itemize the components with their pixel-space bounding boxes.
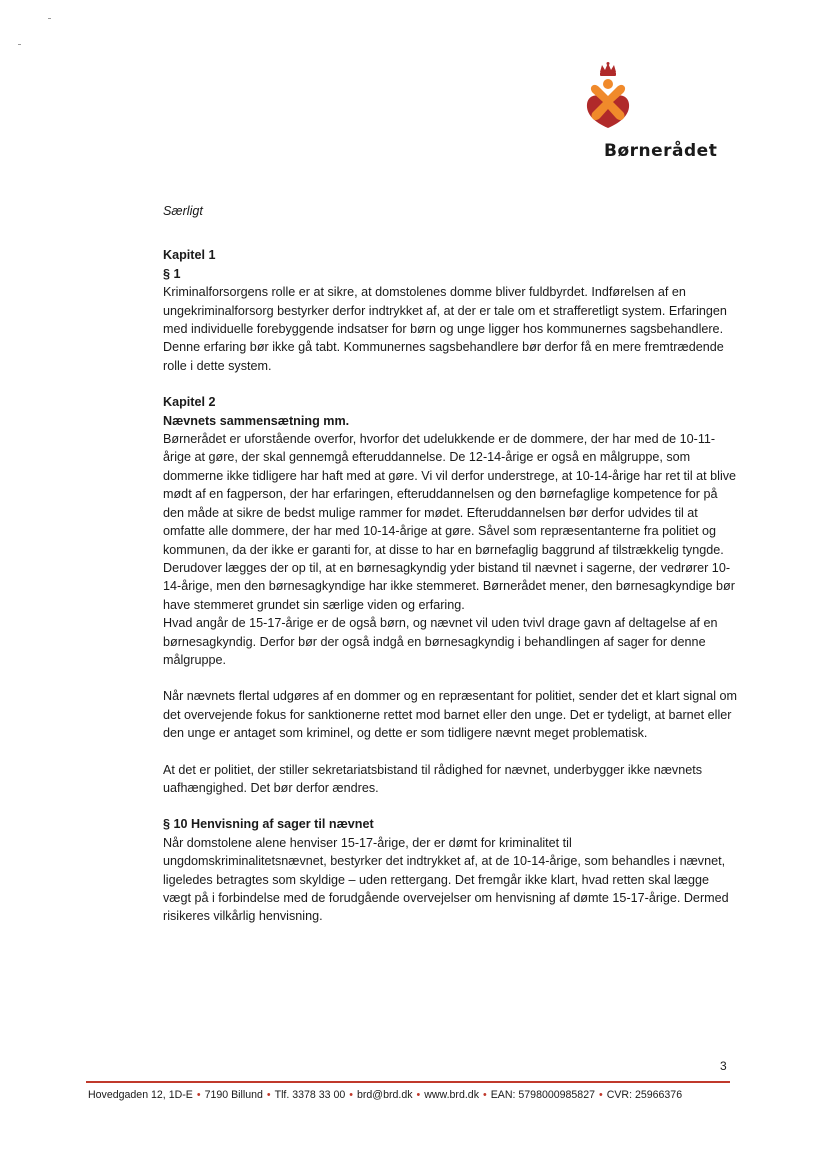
scan-speck xyxy=(18,44,21,45)
footer-city: 7190 Billund xyxy=(204,1089,263,1101)
crowned-child-emblem-icon xyxy=(580,62,640,134)
chapter-2-paragraph: Derudover lægges der op til, at en børnesagkyndig yder bistand til nævnet i sagerne, der vedrører 10-14-årige, men den børnesagkyndige har ikke stemmeret. Børnerådet mener, den børnesagkyndige bør have stemmeret grundet sin særlige viden og erfaring. xyxy=(163,560,735,612)
page-number: 3 xyxy=(720,1059,727,1073)
chapter-2-paragraph: Hvad angår de 15-17-årige er de også børn, og nævnet vil uden tvivl drage gavn af deltagelse af en børnesagkyndig. Derfor bør der også indgå en børnesagkyndig i behandlingen af sager for denne målgruppe. xyxy=(163,616,718,667)
chapter-1-section: § 1 xyxy=(163,266,181,281)
bullet-separator-icon: • xyxy=(266,1089,271,1101)
footer-website: www.brd.dk xyxy=(424,1089,479,1101)
footer-phone: Tlf. 3378 33 00 xyxy=(274,1089,346,1101)
footer-email: brd@brd.dk xyxy=(357,1089,413,1101)
letter-body xyxy=(163,202,738,926)
bullet-separator-icon: • xyxy=(349,1089,353,1101)
chapter-2-paragraph: At det er politiet, der stiller sekretariatsbistand til rådighed for nævnet, underbygger ikke nævnets uafhængighed. Det bør derfor ændres. xyxy=(163,762,703,795)
footer-address: Hovedgaden 12, 1D-E xyxy=(88,1089,193,1101)
footer-divider xyxy=(86,1081,730,1083)
section-10-heading: § 10 Henvisning af sager til nævnet xyxy=(163,817,374,832)
chapter-2-paragraph: Når nævnets flertal udgøres af en dommer og en repræsentant for politiet, sender det et klart signal om det overvejende fokus for sanktionerne rettet mod barnet eller den unge. Det er tydeligt, at barnet eller den unge er antaget som kriminel, og dette er som tidligere nævnt meget problematisk. xyxy=(163,689,737,741)
section-10-body: Når domstolene alene henviser 15-17-årige, der er dømt for kriminalitet til ungdomskriminalitetsnævnet, bestyrker det indtrykket af, at de 10-14-årige, som behandles i nævnet, ligeledes betragtes som skyldige – uden rettergang. Det fremgår ikke klart, hvad retten skal lægge vægt på i forbindelse med de forudgående overvejelser om henvisning af dømte 15-17-årige. Dermed risikeres vilkårlig henvisning. xyxy=(163,835,729,924)
document-subtitle: Særligt xyxy=(163,204,203,218)
bullet-separator-icon: • xyxy=(483,1089,487,1101)
footer-cvr: CVR: 25966376 xyxy=(606,1089,683,1101)
letterhead-footer xyxy=(88,1089,728,1101)
chapter-1-body: Kriminalforsorgens rolle er at sikre, at domstolenes domme bliver fuldbyrdet. Indførelsen af en ungekriminalforsorg bestyrker derfor indtrykket af, at der er tale om et strafferetligt system. Erfaringen med individuelle forebyggende indsatser for børn og unge ligger hos kommunernes sagsbehandlere. Denne erfaring bør ikke gå tabt. Kommunernes sagsbehandlere bør derfor få en mere fremtrædende rolle i dette system. xyxy=(163,285,727,373)
chapter-2-title: Kapitel 2 xyxy=(163,395,216,410)
bullet-separator-icon: • xyxy=(598,1089,603,1101)
brand-logo xyxy=(560,62,740,162)
bullet-separator-icon: • xyxy=(196,1089,201,1101)
chapter-2-heading: Nævnets sammensætning mm. xyxy=(163,413,350,428)
brand-name: Børnerådet xyxy=(604,141,718,161)
chapter-2-paragraph: Børnerådet er uforstående overfor, hvorfor det udelukkende er de dommere, der har med de 10-11-årige at gøre, der skal gennemgå efteruddannelse. De 12-14-årige er også en målgruppe, som dommerne ikke tidligere har haft med at gøre. Vi vil derfor understrege, at 10-14-årige har ret til at blive mødt af en fagperson, der har erfaringen, efteruddannelsen og den børnefaglige kompetence for på den måde at sikre de bedst mulige rammer for mødet. Efteruddannelsen bør derfor udvides til at omfatte alle dommere, der har med 10-14-årige at gøre. Såvel som repræsentanterne fra politiet og kommunen, da der ikke er garanti for, at disse to har en børnefaglig baggrund af tilstrækkelig tyngde. xyxy=(163,432,737,557)
bullet-separator-icon: • xyxy=(416,1089,421,1101)
scan-speck xyxy=(48,18,51,19)
chapter-1-title: Kapitel 1 xyxy=(163,248,216,263)
footer-ean: EAN: 5798000985827 xyxy=(490,1089,595,1101)
